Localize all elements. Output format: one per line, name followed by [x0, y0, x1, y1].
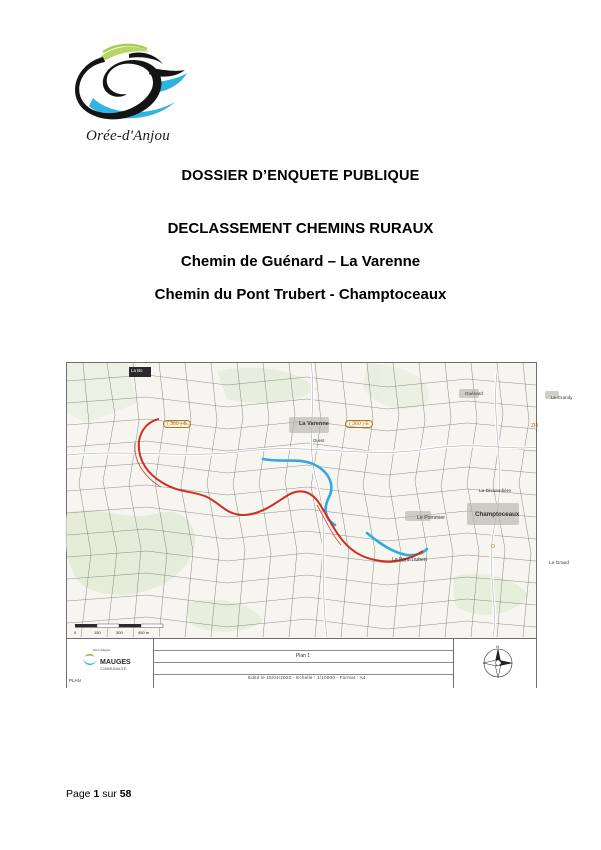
map-label-la-dissaudiere: La Dissaudière [479, 489, 511, 494]
road-shield-d: D [491, 544, 496, 550]
map-label-ouest: Ouest [313, 438, 325, 443]
legend-compass-cell [453, 639, 536, 688]
footer-prefix: Page [66, 788, 94, 800]
subtitle-declassement: DECLASSEMENT CHEMINS RURAUX [167, 220, 434, 237]
svg-text:300: 300 [116, 630, 123, 635]
mauges-communaute-logo [79, 645, 141, 675]
map-canvas [67, 363, 573, 638]
legend-title-cell [153, 639, 454, 688]
map-label-le-pommier: Le Pommier [417, 515, 445, 521]
svg-text:COMMUNAUTÉ: COMMUNAUTÉ [100, 667, 127, 671]
svg-text:150: 150 [94, 630, 101, 635]
map-label-le-grandy: Le Grandy [551, 395, 573, 400]
title-block [0, 168, 601, 303]
map-label-la-varenne: La Varenne [299, 421, 329, 427]
compass-north-icon [479, 644, 517, 682]
road-shield-zh: ZH [531, 423, 538, 429]
svg-text:450 m: 450 m [138, 630, 150, 635]
logo-mark-icon [63, 40, 193, 135]
legend-plan-caption: PLAN [69, 678, 81, 683]
map-legend [67, 630, 536, 688]
page-footer [66, 788, 131, 800]
legend-plan-label: Plan 1 [153, 651, 453, 663]
footer-middle: sur [99, 788, 120, 800]
legend-row-blank-1 [153, 639, 453, 651]
map-label-guenard: Guénard [465, 391, 483, 396]
map-label-champtoceaux: Champtoceaux [475, 511, 520, 518]
legend-date-line: Edité le 15/04/2020 - Echelle : 1/10000 - Format : A4 [248, 675, 366, 680]
map-label-le-pont-trubert: Le Pont-Trubert [392, 557, 427, 563]
footer-page-number: 1 [93, 788, 100, 800]
map-label-la-bo: La Bo [131, 368, 143, 373]
svg-text:Orée d'Anjou: Orée d'Anjou [93, 648, 111, 652]
road-shield-360e: ( 360 ) E [345, 420, 373, 428]
svg-text:0: 0 [74, 630, 77, 635]
map-label-le-grand: Le Grand [549, 561, 570, 566]
road-shield-360b: ( 360 ) B [163, 420, 191, 428]
subtitle-chemin-pont-trubert: Chemin du Pont Trubert - Champtoceaux [154, 286, 447, 303]
subtitle-chemin-guenard: Chemin de Guénard – La Varenne [180, 253, 421, 270]
footer-total-pages: 58 [119, 788, 132, 800]
map-scalebar [73, 622, 193, 636]
legend-row-blank-2 [153, 663, 453, 675]
svg-text:N: N [496, 644, 499, 649]
orée-danjou-logo [63, 40, 193, 150]
svg-text:MAUGES: MAUGES [100, 659, 131, 666]
logo-wordmark: Orée-d'Anjou [86, 128, 170, 144]
page-title: DOSSIER D’ENQUETE PUBLIQUE [181, 168, 420, 184]
legend-logo-cell [67, 639, 154, 688]
map-figure [66, 362, 573, 688]
